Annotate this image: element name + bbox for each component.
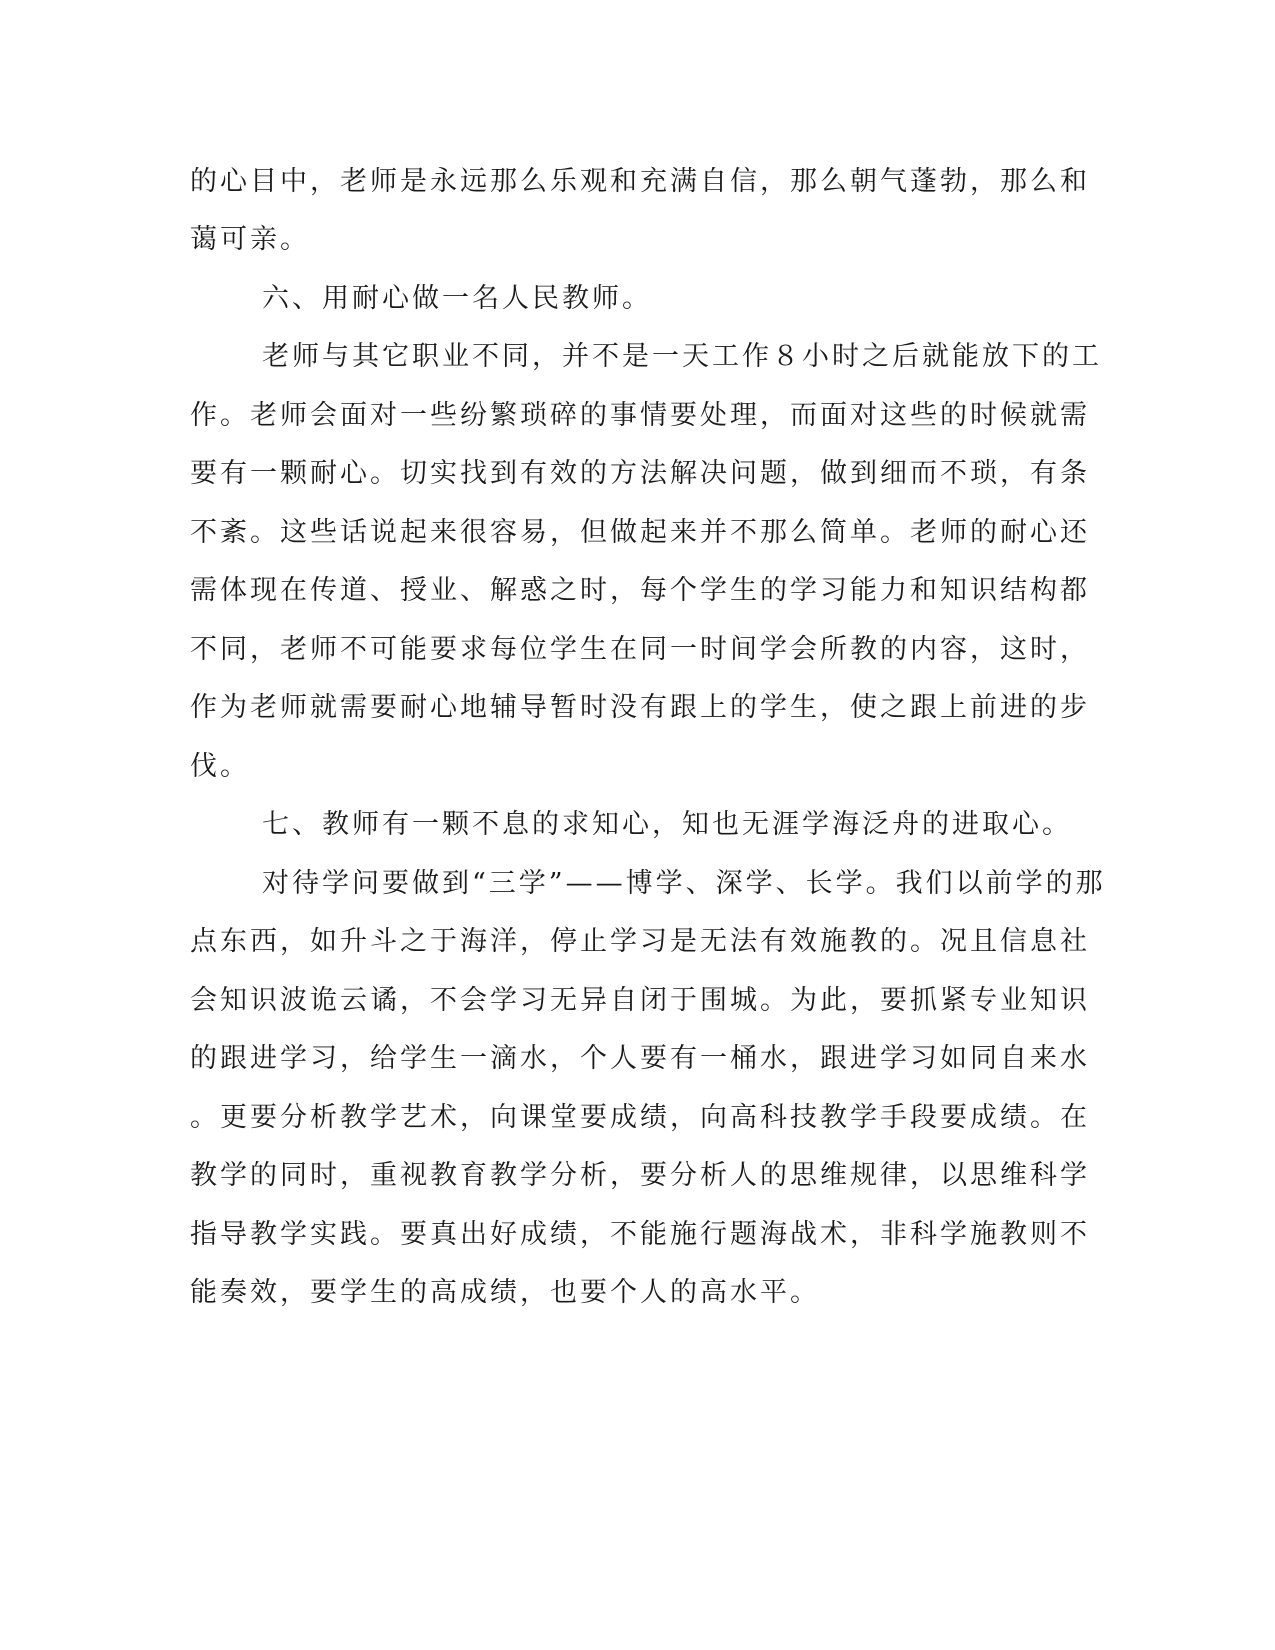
section-heading: 六、用耐心做一名人民教师。 — [262, 283, 652, 314]
text-line: 对待学问要做到“三学”——博学、深学、长学。我们以前学的那 — [262, 868, 1106, 899]
text-line: 教学的同时，重视教育教学分析，要分析人的思维规律，以思维科学 — [190, 1160, 1090, 1191]
text-line: 会知识波诡云谲，不会学习无异自闭于围城。为此，要抓紧专业知识 — [190, 985, 1090, 1016]
text-line: 需体现在传道、授业、解惑之时，每个学生的学习能力和知识结构都 — [190, 575, 1090, 606]
text-line: 能奏效，要学生的高成绩，也要个人的高水平。 — [190, 1277, 820, 1308]
text-line: 的心目中，老师是永远那么乐观和充满自信，那么朝气蓬勃，那么和 — [190, 166, 1090, 197]
text-line: 蔼可亲。 — [190, 224, 310, 255]
text-line: 不紊。这些话说起来很容易，但做起来并不那么简单。老师的耐心还 — [190, 517, 1090, 548]
text-line: 作为老师就需要耐心地辅导暂时没有跟上的学生，使之跟上前进的步 — [190, 692, 1090, 723]
text-line: 老师与其它职业不同，并不是一天工作８小时之后就能放下的工 — [262, 341, 1102, 372]
section-heading: 七、教师有一颗不息的求知心，知也无涯学海泛舟的进取心。 — [262, 809, 1072, 840]
text-line: 的跟进学习，给学生一滴水，个人要有一桶水，跟进学习如同自来水 — [190, 1043, 1090, 1074]
text-line: 作。老师会面对一些纷繁琐碎的事情要处理，而面对这些的时候就需 — [190, 400, 1090, 431]
text-line: 点东西，如升斗之于海洋，停止学习是无法有效施教的。况且信息社 — [190, 926, 1090, 957]
text-line: 伐。 — [190, 751, 250, 782]
text-line: 要有一颗耐心。切实找到有效的方法解决问题，做到细而不琐，有条 — [190, 458, 1090, 489]
text-line: 。更要分析教学艺术，向课堂要成绩，向高科技教学手段要成绩。在 — [190, 1102, 1090, 1133]
text-line: 指导教学实践。要真出好成绩，不能施行题海战术，非科学施教则不 — [190, 1219, 1090, 1250]
text-line: 不同，老师不可能要求每位学生在同一时间学会所教的内容，这时， — [190, 634, 1090, 665]
